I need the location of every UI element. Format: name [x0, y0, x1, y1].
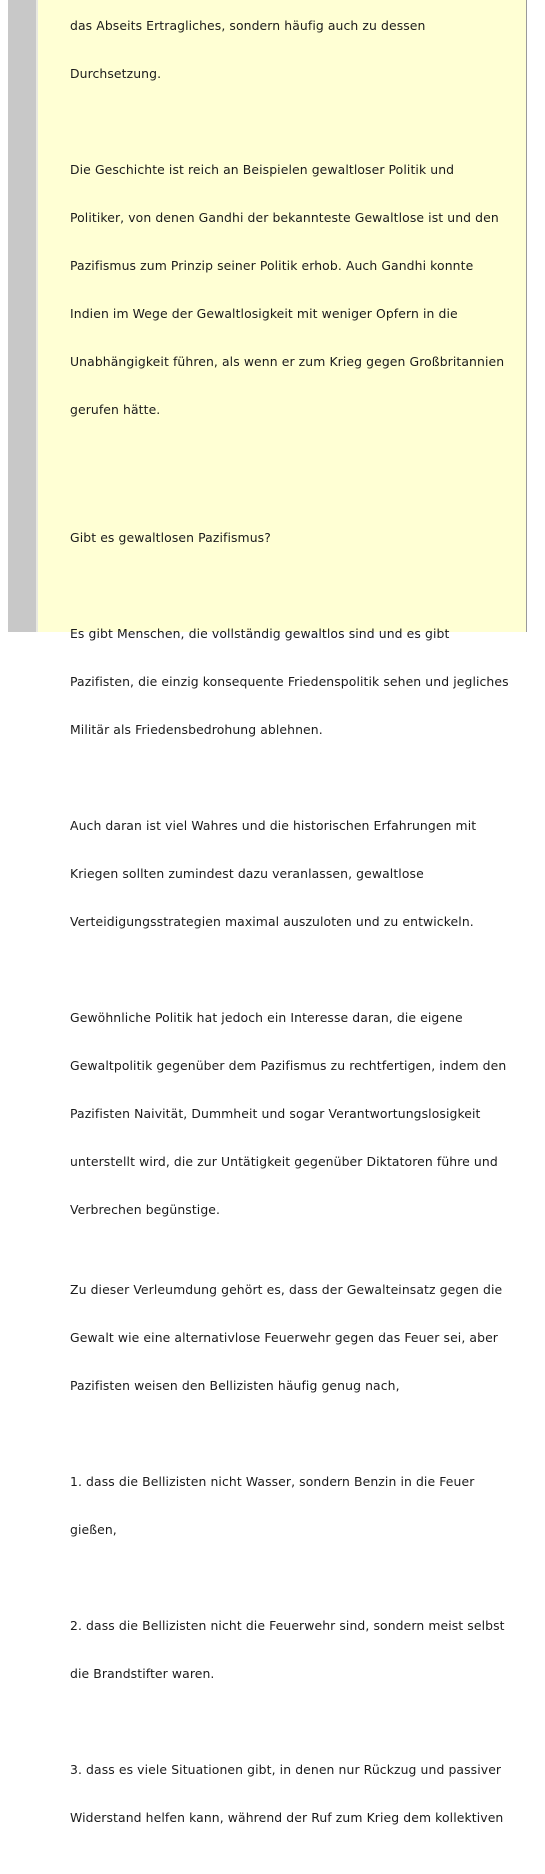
left-sidebar-strip — [8, 0, 36, 632]
text-line: Auch daran ist viel Wahres und die historischen Erfahrungen mit — [70, 818, 477, 833]
window-right-edge — [526, 0, 545, 632]
text-line: gerufen hätte. — [70, 402, 161, 417]
list-item-1 — [70, 1442, 526, 1570]
text-line: Durchsetzung. — [70, 66, 162, 81]
paragraph-gandhi — [70, 130, 526, 450]
window-left-margin — [0, 0, 8, 632]
text-line: Unabhängigkeit führen, als wenn er zum Krieg gegen Großbritannien — [70, 354, 505, 369]
list-item-3 — [70, 1730, 526, 1858]
text-line: 1. dass die Bellizisten nicht Wasser, sondern Benzin in die Feuer — [70, 1474, 475, 1489]
document-page — [38, 0, 526, 1825]
text-line: Indien im Wege der Gewaltlosigkeit mit weniger Opfern in die — [70, 306, 458, 321]
text-line: das Abseits Ertragliches, sondern häufig auch zu dessen — [70, 18, 426, 33]
section-heading — [70, 498, 526, 578]
document-body — [70, 0, 526, 1874]
text-line: Pazifismus zum Prinzip seiner Politik erhob. Auch Gandhi konnte — [70, 258, 474, 273]
paragraph-historical — [70, 786, 526, 962]
text-line: 2. dass die Bellizisten nicht die Feuerwehr sind, sondern meist selbst — [70, 1618, 505, 1633]
paragraph-intro-tail — [70, 0, 526, 114]
text-line: Militär als Friedensbedrohung ablehnen. — [70, 722, 323, 737]
text-line: Es gibt Menschen, die vollständig gewaltlos sind und es gibt — [70, 626, 450, 641]
text-line: Pazifisten Naivität, Dummheit und sogar Verantwortungslosigkeit — [70, 1106, 481, 1121]
text-line: Gewalt wie eine alternativlose Feuerwehr gegen das Feuer sei, aber — [70, 1330, 498, 1345]
paragraph-pacifists — [70, 594, 526, 770]
text-line: Politiker, von denen Gandhi der bekannteste Gewaltlose ist und den — [70, 210, 499, 225]
text-line: Gewöhnliche Politik hat jedoch ein Interesse daran, die eigene — [70, 1010, 463, 1025]
text-line: gießen, — [70, 1522, 117, 1537]
paragraph-politics — [70, 978, 526, 1250]
text-line: die Brandstifter waren. — [70, 1666, 215, 1681]
text-line: Gewaltpolitik gegenüber dem Pazifismus zu rechtfertigen, indem den — [70, 1058, 507, 1073]
text-line: Pazifisten, die einzig konsequente Friedenspolitik sehen und jegliches — [70, 674, 509, 689]
text-line: Widerstand helfen kann, während der Ruf zum Krieg dem kollektiven — [70, 1810, 504, 1825]
text-line: Verbrechen begünstige. — [70, 1202, 221, 1217]
text-line: Pazifisten weisen den Bellizisten häufig genug nach, — [70, 1378, 400, 1393]
text-line: Verteidigungsstrategien maximal auszuloten und zu entwickeln. — [70, 914, 474, 929]
heading-text: Gibt es gewaltlosen Pazifismus? — [70, 530, 271, 545]
text-line: Die Geschichte ist reich an Beispielen gewaltloser Politik und — [70, 162, 455, 177]
text-line: unterstellt wird, die zur Untätigkeit gegenüber Diktatoren führe und — [70, 1154, 498, 1169]
paragraph-slander — [70, 1250, 526, 1426]
text-line: 3. dass es viele Situationen gibt, in denen nur Rückzug und passiver — [70, 1762, 502, 1777]
text-line: Zu dieser Verleumdung gehört es, dass der Gewalteinsatz gegen die — [70, 1282, 503, 1297]
list-item-2 — [70, 1586, 526, 1714]
text-line: Kriegen sollten zumindest dazu veranlassen, gewaltlose — [70, 866, 424, 881]
